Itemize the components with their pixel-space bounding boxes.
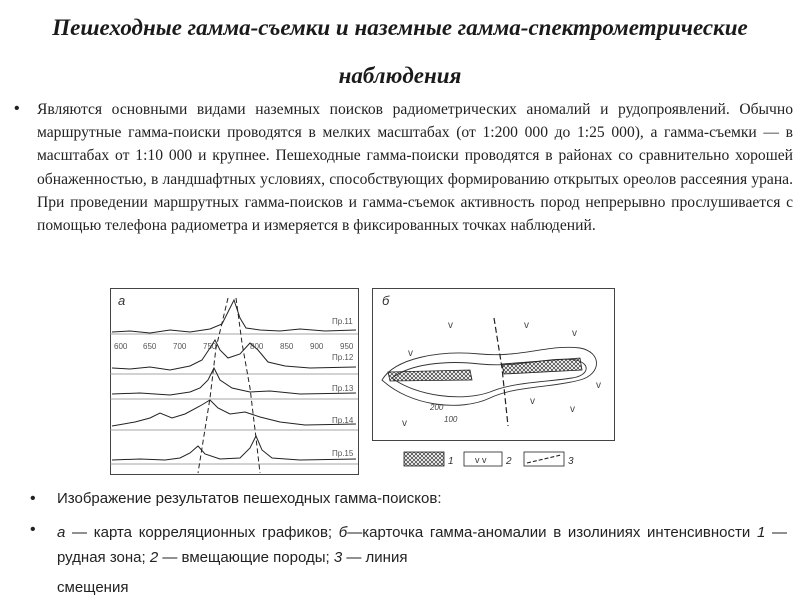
host-rock-symbol: v [572,328,577,339]
profile-label: Пр.15 [332,449,354,458]
caption-text: —карточка гамма-аномалии в изолиниях интенсивности [347,524,757,541]
host-rock-symbol: v [524,320,529,331]
caption-text: — вмещающие породы; [158,549,334,566]
figure [110,288,616,476]
page-title: Пешеходные гамма-съемки и наземные гамма-спектрометрические наблюдения [52,15,748,88]
bullet-marker: • [30,490,36,507]
caption-num-1: 1 [756,524,766,541]
axis-tick: 900 [310,342,324,351]
profile-label: Пр.12 [332,353,354,362]
profile-label: Пр.14 [332,416,354,425]
legend-label: 1 [448,456,454,467]
host-rock-symbol: v [596,380,601,391]
axis-tick: 750 [203,342,217,351]
host-rock-symbol: v [448,320,453,331]
caption-legend-text [57,520,787,570]
caption-text: — линия [342,549,408,566]
ore-zone [388,370,472,381]
caption-last-word: смещения [57,579,129,596]
host-rock-symbol: v [530,396,535,407]
main-paragraph: Являются основными видами наземных поисков радиометрических аномалий и рудопроявлений. Обычно маршрутные гамма-поиски проводятся в мелких масштабах (от 1:200 000 до 1:25 000), а гамма-съемки — в масштабах от 1:10 000 и крупнее. Пешеходные гамма-поиски проводятся в районах со сравнительно хорошей обнаженностью, в ландшафтных условиях, способствующих формированию открытых ореолов рассеяния урана. При проведении маршрутных гамма-поисков и гамма-съемок активность пород непрерывно прослушивается с помощью телефона радиометра и измеряется в фиксированных точках наблюдений. [37,101,793,235]
legend-symbol: v v [475,455,487,465]
caption-text: — рудная зона; [57,524,787,566]
host-rock-symbol: v [408,348,413,359]
profile-label: Пр.11 [332,317,353,326]
profile-label: Пр.13 [332,384,354,393]
axis-tick: 700 [173,342,187,351]
caption-num-3: 3 [333,549,343,566]
axis-tick: 650 [143,342,157,351]
caption-text: — карта корреляционных графиков; [65,524,339,541]
legend-label: 3 [568,456,574,467]
legend-label: 2 [506,456,512,467]
caption-letter-a: а [57,524,66,541]
legend-swatch-line [524,452,564,466]
panel-a [110,289,359,475]
caption-heading: Изображение результатов пешеходных гамма-поисков: [57,490,442,507]
caption-num-2: 2 [149,549,159,566]
caption-letter-b: б [338,524,348,541]
axis-tick: 850 [280,342,294,351]
bullet-marker: • [30,521,36,538]
legend-swatch-ore [404,452,444,466]
legend [404,452,574,467]
panel-a-label: а [118,293,126,308]
isoline-label: 200 [430,403,444,412]
panel-b [373,289,615,468]
host-rock-symbol: v [570,404,575,415]
axis-tick: 950 [340,342,354,351]
isoline-label: 100 [444,415,458,424]
axis-tick: 800 [250,342,264,351]
axis-tick: 600 [114,342,128,351]
bullet-marker: • [14,100,20,117]
panel-b-label: б [382,293,390,308]
host-rock-symbol: v [402,418,407,429]
